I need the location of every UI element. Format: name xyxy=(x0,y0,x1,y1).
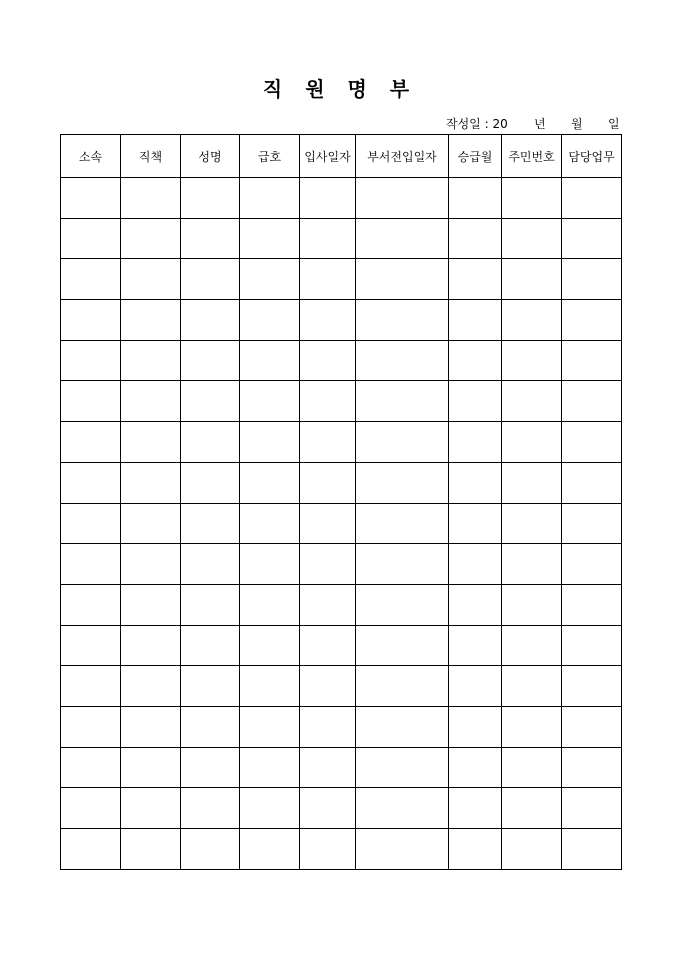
table-cell xyxy=(181,584,240,625)
table-cell xyxy=(300,178,356,219)
table-cell xyxy=(449,706,502,747)
table-cell xyxy=(181,178,240,219)
table-cell xyxy=(502,381,562,422)
table-cell xyxy=(121,584,181,625)
header-transfer-date: 부서전입일자 xyxy=(356,135,449,178)
table-cell xyxy=(121,747,181,788)
table-cell xyxy=(449,259,502,300)
table-cell xyxy=(449,300,502,341)
table-cell xyxy=(121,381,181,422)
table-cell xyxy=(61,178,121,219)
table-cell xyxy=(449,584,502,625)
table-cell xyxy=(61,788,121,829)
table-cell xyxy=(356,462,449,503)
table-cell xyxy=(502,666,562,707)
table-cell xyxy=(300,462,356,503)
table-cell xyxy=(502,829,562,870)
table-cell xyxy=(181,829,240,870)
table-cell xyxy=(562,666,622,707)
table-cell xyxy=(356,706,449,747)
table-cell xyxy=(562,300,622,341)
table-cell xyxy=(562,747,622,788)
table-cell xyxy=(562,584,622,625)
table-cell xyxy=(300,544,356,585)
table-cell xyxy=(562,422,622,463)
table-cell xyxy=(449,218,502,259)
table-cell xyxy=(356,178,449,219)
table-cell xyxy=(562,625,622,666)
table-cell xyxy=(121,340,181,381)
table-cell xyxy=(240,544,300,585)
table-cell xyxy=(121,218,181,259)
table-cell xyxy=(449,625,502,666)
table-cell xyxy=(449,747,502,788)
table-cell xyxy=(356,625,449,666)
table-cell xyxy=(562,788,622,829)
table-row xyxy=(61,340,622,381)
table-row xyxy=(61,747,622,788)
year-unit: 년 xyxy=(534,117,546,131)
table-cell xyxy=(502,788,562,829)
table-cell xyxy=(61,462,121,503)
table-cell xyxy=(121,178,181,219)
table-cell xyxy=(61,706,121,747)
table-cell xyxy=(502,259,562,300)
table-cell xyxy=(240,706,300,747)
table-cell xyxy=(562,381,622,422)
table-cell xyxy=(240,666,300,707)
table-cell xyxy=(240,584,300,625)
table-cell xyxy=(240,747,300,788)
table-cell xyxy=(300,340,356,381)
table-cell xyxy=(181,381,240,422)
table-cell xyxy=(121,300,181,341)
table-cell xyxy=(300,829,356,870)
table-cell xyxy=(300,300,356,341)
table-cell xyxy=(356,584,449,625)
table-cell xyxy=(449,829,502,870)
table-cell xyxy=(121,462,181,503)
table-cell xyxy=(300,218,356,259)
table-cell xyxy=(61,503,121,544)
table-cell xyxy=(61,422,121,463)
table-cell xyxy=(240,503,300,544)
table-cell xyxy=(181,747,240,788)
table-cell xyxy=(181,666,240,707)
table-cell xyxy=(240,178,300,219)
table-cell xyxy=(356,544,449,585)
table-cell xyxy=(181,544,240,585)
header-grade: 급호 xyxy=(240,135,300,178)
table-cell xyxy=(181,503,240,544)
table-cell xyxy=(502,747,562,788)
table-row xyxy=(61,218,622,259)
table-cell xyxy=(61,544,121,585)
table-cell xyxy=(356,340,449,381)
table-cell xyxy=(356,381,449,422)
table-cell xyxy=(502,300,562,341)
table-cell xyxy=(240,422,300,463)
header-hire-date: 입사일자 xyxy=(300,135,356,178)
table-cell xyxy=(449,503,502,544)
table-cell xyxy=(502,422,562,463)
creation-date-line xyxy=(446,116,622,132)
table-row xyxy=(61,625,622,666)
header-duties: 담당업무 xyxy=(562,135,622,178)
table-cell xyxy=(502,462,562,503)
table-cell xyxy=(61,381,121,422)
table-row xyxy=(61,706,622,747)
table-cell xyxy=(356,300,449,341)
table-cell xyxy=(300,381,356,422)
month-unit: 월 xyxy=(571,117,583,131)
employee-roster-table xyxy=(60,134,622,870)
table-cell xyxy=(240,340,300,381)
table-cell xyxy=(356,503,449,544)
header-row xyxy=(61,135,622,178)
header-resident-number: 주민번호 xyxy=(502,135,562,178)
header-promotion-month: 승급월 xyxy=(449,135,502,178)
table-cell xyxy=(61,300,121,341)
table-cell xyxy=(181,218,240,259)
table-cell xyxy=(502,503,562,544)
table-cell xyxy=(240,625,300,666)
table-row xyxy=(61,259,622,300)
table-cell xyxy=(562,259,622,300)
table-cell xyxy=(61,259,121,300)
table-cell xyxy=(61,747,121,788)
table-row xyxy=(61,381,622,422)
table-cell xyxy=(449,666,502,707)
table-row xyxy=(61,544,622,585)
table-cell xyxy=(121,788,181,829)
table-cell xyxy=(121,259,181,300)
table-cell xyxy=(562,544,622,585)
table-cell xyxy=(502,218,562,259)
date-label: 작성일 : 20 xyxy=(446,117,508,131)
table-cell xyxy=(240,300,300,341)
table-cell xyxy=(300,422,356,463)
table-cell xyxy=(300,706,356,747)
table-row xyxy=(61,422,622,463)
table-cell xyxy=(356,829,449,870)
table-cell xyxy=(300,747,356,788)
table-cell xyxy=(502,544,562,585)
header-position: 직책 xyxy=(121,135,181,178)
table-cell xyxy=(121,422,181,463)
table-row xyxy=(61,462,622,503)
table-row xyxy=(61,829,622,870)
table-row xyxy=(61,666,622,707)
table-cell xyxy=(502,584,562,625)
table-cell xyxy=(562,503,622,544)
table-cell xyxy=(181,259,240,300)
header-affiliation: 소속 xyxy=(61,135,121,178)
table-cell xyxy=(562,829,622,870)
table-cell xyxy=(300,503,356,544)
table-cell xyxy=(356,422,449,463)
table-cell xyxy=(562,462,622,503)
table-cell xyxy=(449,462,502,503)
table-cell xyxy=(121,829,181,870)
page-title: 직 원 명 부 xyxy=(262,77,418,101)
table-cell xyxy=(181,422,240,463)
table-cell xyxy=(562,340,622,381)
table-cell xyxy=(240,381,300,422)
table-row xyxy=(61,178,622,219)
table-cell xyxy=(181,788,240,829)
table-cell xyxy=(449,788,502,829)
table-cell xyxy=(300,788,356,829)
table-cell xyxy=(61,340,121,381)
table-cell xyxy=(181,340,240,381)
table-cell xyxy=(61,666,121,707)
table-cell xyxy=(356,788,449,829)
table-cell xyxy=(449,544,502,585)
table-cell xyxy=(121,503,181,544)
table-cell xyxy=(121,625,181,666)
table-cell xyxy=(562,218,622,259)
table-cell xyxy=(502,706,562,747)
table-cell xyxy=(181,462,240,503)
table-cell xyxy=(356,259,449,300)
table-cell xyxy=(449,422,502,463)
table-cell xyxy=(502,340,562,381)
table-cell xyxy=(240,218,300,259)
table-cell xyxy=(240,829,300,870)
table-cell xyxy=(181,706,240,747)
table-cell xyxy=(61,218,121,259)
header-name: 성명 xyxy=(181,135,240,178)
table-cell xyxy=(121,544,181,585)
table-cell xyxy=(300,259,356,300)
table-cell xyxy=(502,178,562,219)
table-cell xyxy=(181,300,240,341)
table-cell xyxy=(240,462,300,503)
table-row xyxy=(61,788,622,829)
table-row xyxy=(61,503,622,544)
table-cell xyxy=(449,381,502,422)
table-cell xyxy=(121,666,181,707)
table-cell xyxy=(562,706,622,747)
table-cell xyxy=(300,666,356,707)
table-row xyxy=(61,584,622,625)
table-cell xyxy=(121,706,181,747)
table-cell xyxy=(562,178,622,219)
table-cell xyxy=(449,340,502,381)
table-cell xyxy=(502,625,562,666)
table-cell xyxy=(240,259,300,300)
table-cell xyxy=(449,178,502,219)
table-cell xyxy=(356,747,449,788)
day-unit: 일 xyxy=(608,117,620,131)
table-row xyxy=(61,300,622,341)
table-cell xyxy=(300,625,356,666)
table-cell xyxy=(240,788,300,829)
table-cell xyxy=(300,584,356,625)
table-cell xyxy=(356,666,449,707)
table-cell xyxy=(61,625,121,666)
table-cell xyxy=(61,584,121,625)
table-cell xyxy=(181,625,240,666)
table-cell xyxy=(61,829,121,870)
table-cell xyxy=(356,218,449,259)
